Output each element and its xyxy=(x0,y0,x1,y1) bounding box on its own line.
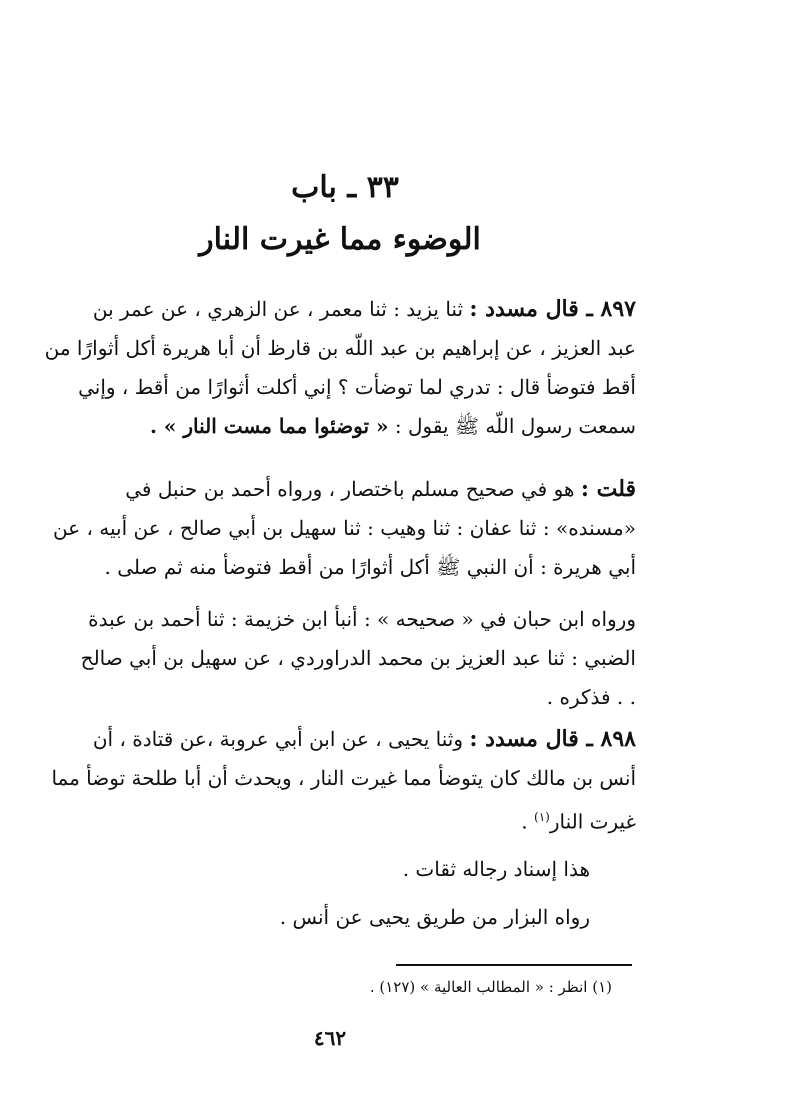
chapter-title: الوضوء مما غيرت النار xyxy=(199,222,481,257)
footnote-marker: (١) xyxy=(534,810,550,824)
hadith-897-line-4 xyxy=(40,407,636,446)
qult-text-1: هو في صحيح مسلم باختصار ، ورواه أحمد بن حنبل في xyxy=(125,477,575,501)
hadith-898-line-3 xyxy=(40,798,636,842)
hadith-898-text-3-end: . xyxy=(521,809,535,834)
hadith-898-paragraph xyxy=(40,720,636,842)
ibn-hibban-line-1: ورواه ابن حبان في « صحيحه » : أنبأ ابن خزيمة : ثنا أحمد بن عبدة xyxy=(88,607,636,631)
qult-line-3: أبي هريرة : أن النبي ﷺ أكل أثوارًا من أقط فتوضأ منه ثم صلى . xyxy=(104,555,636,579)
hadith-898-line-2: أنس بن مالك كان يتوضأ مما غيرت النار ، ويحدث أن أبا طلحة توضأ مما xyxy=(51,766,636,790)
hadith-897-text-4: سمعت رسول اللّه ﷺ يقول : xyxy=(394,414,636,438)
ibn-hibban-line-2: الضبي : ثنا عبد العزيز بن محمد الدراوردي ، عن سهيل بن أبي صالح xyxy=(80,646,636,670)
ibn-hibban-paragraph xyxy=(40,600,636,717)
hadith-897-text-1: ثنا يزيد : ثنا معمر ، عن الزهري ، عن عمر بن xyxy=(92,297,464,321)
footnote-text: (١) انظر : « المطالب العالية » (١٢٧) . xyxy=(369,978,612,996)
qult-paragraph xyxy=(40,470,636,587)
bazzar-note: رواه البزار من طريق يحيى عن أنس . xyxy=(279,905,590,929)
hadith-897-quote: « توضئوا مما مست النار » . xyxy=(149,414,389,438)
qult-line-1 xyxy=(40,470,636,509)
qult-lead: قلت : xyxy=(580,476,636,502)
hadith-898-text-1: وثنا يحيى ، عن ابن أبي عروبة ،عن قتادة ، أن xyxy=(92,727,464,751)
hadith-897-paragraph xyxy=(40,290,636,446)
hadith-898-text-3: غيرت النار xyxy=(549,809,636,834)
hadith-897-line-3: أقط فتوضأ قال : تدري لما توضأت ؟ إني أكلت أثوارًا من أقط ، وإني xyxy=(78,375,636,399)
hadith-898-line-1 xyxy=(40,720,636,759)
ibn-hibban-line-3: . . فذكره . xyxy=(546,685,636,709)
page-number: ٤٦٢ xyxy=(313,1026,347,1050)
hadith-897-line-1 xyxy=(40,290,636,329)
qult-line-2: «مسنده» : ثنا عفان : ثنا وهيب : ثنا سهيل بن أبي صالح ، عن أبيه ، عن xyxy=(52,516,636,540)
hadith-897-line-2: عبد العزيز ، عن إبراهيم بن عبد اللّه بن قارظ أن أبا هريرة أكل أثوارًا من xyxy=(44,336,636,360)
chapter-number: ٣٣ ـ باب xyxy=(291,170,399,205)
hadith-897-lead: ٨٩٧ ـ قال مسدد : xyxy=(469,296,636,322)
hadith-898-lead: ٨٩٨ ـ قال مسدد : xyxy=(469,726,636,752)
footnote-divider xyxy=(396,964,632,966)
isnad-note: هذا إسناد رجاله ثقات . xyxy=(402,857,590,881)
